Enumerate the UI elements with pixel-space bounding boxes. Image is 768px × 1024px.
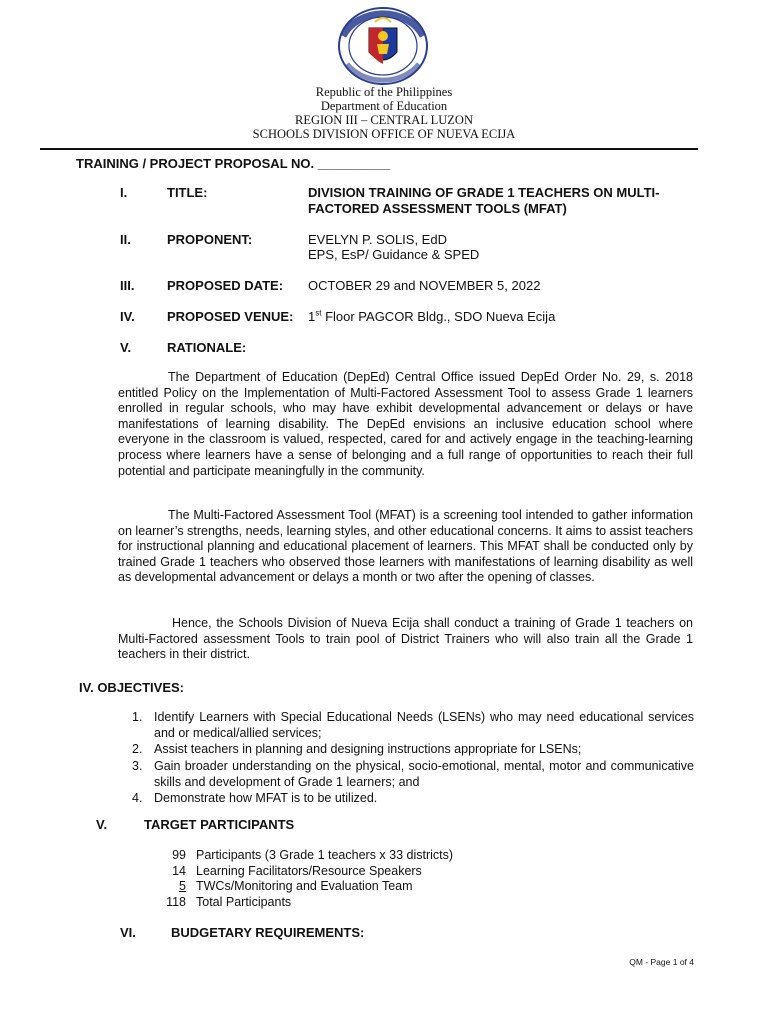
section-date-label: PROPOSED DATE: [167, 278, 284, 293]
header-department: Department of Education [320, 99, 448, 113]
budget-number: VI. [120, 925, 136, 940]
proposed-date: OCTOBER 29 and NOVEMBER 5, 2022 [308, 278, 541, 293]
budget-heading: BUDGETARY REQUIREMENTS: [171, 925, 365, 940]
training-title-line1: DIVISION TRAINING OF GRADE 1 TEACHERS ON MULTI- [308, 185, 660, 200]
participants-number: V. [96, 817, 108, 832]
header-region: REGION III – CENTRAL LUZON [295, 113, 473, 127]
section-title-number: I. [120, 185, 128, 200]
objectives-heading: IV. OBJECTIVES: [79, 680, 184, 695]
list-item: 1. Identify Learners with Special Educational Needs (LSENs) who may need educational services and or medical/allied services; [132, 710, 694, 741]
section-proponent-label: PROPONENT: [167, 232, 253, 247]
section-proponent-number: II. [120, 232, 131, 247]
table-row: 5 TWCs/Monitoring and Evaluation Team [179, 879, 413, 894]
objectives-list [132, 709, 694, 806]
proposed-venue: 1st Floor PAGCOR Bldg., SDO Nueva Ecija [308, 308, 556, 324]
section-rationale-label: RATIONALE: [167, 340, 247, 355]
section-title-label: TITLE: [167, 185, 208, 200]
table-row: 14 Learning Facilitators/Resource Speakers [172, 863, 422, 878]
list-item: 3. Gain broader understanding on the physical, socio-emotional, mental, motor and communicative skills and development of Grade 1 learners; and [132, 758, 694, 789]
rationale-paragraph-2: The Multi-Factored Assessment Tool (MFAT) is a screening tool intended to gather information on learner’s strengths, needs, learning styles, and other educational concerns. It aims to assist teachers for instructional planning and educational placement of learners. This MFAT shall be conducted only by trained Grade 1 teachers who observed those learners with manifestations of learning disability as well as developmental advancement or delays a month or two after the opening of classes. [118, 508, 693, 585]
section-venue-label: PROPOSED VENUE: [167, 309, 294, 324]
page-footer: QM - Page 1 of 4 [629, 957, 694, 967]
header-division-office: SCHOOLS DIVISION OFFICE OF NUEVA ECIJA [252, 127, 516, 141]
proposal-number-title: TRAINING / PROJECT PROPOSAL NO. __________ [76, 156, 391, 171]
header-republic: Republic of the Philippines [315, 85, 453, 99]
table-row: 118 Total Participants [166, 894, 292, 909]
rationale-paragraph-3: Hence, the Schools Division of Nueva Ecija shall conduct a training of Grade 1 teachers on Multi-Factored assessment Tools to train pool of District Trainers who will also train all the Grade 1 teachers in their district. [118, 616, 693, 662]
rationale-paragraph-1: The Department of Education (DepEd) Central Office issued DepEd Order No. 29, s. 2018 entitled Policy on the Implementation of Multi-Factored Assessment Tool to assess Grade 1 learners enrolled in regular schools, who may have exhibit developmental advancement or delays or have manifestations of learning disability. The DepEd envisions an inclusive education school where everyone in the classroom is valued, respected, cared for and actively engage in the teaching-learning process where learners have a sense of belonging and a full range of opportunities to reach their full potential and participate meaningfully in the community. [118, 370, 693, 478]
participants-heading: TARGET PARTICIPANTS [144, 817, 295, 832]
section-date-number: III. [120, 278, 135, 293]
deped-seal [333, 6, 433, 86]
section-venue-number: IV. [120, 309, 135, 324]
proponent-position: EPS, EsP/ Guidance & SPED [308, 247, 480, 262]
table-row: 99 Participants (3 Grade 1 teachers x 33 districts) [172, 848, 454, 862]
list-item: 4. Demonstrate how MFAT is to be utilized. [132, 791, 378, 806]
list-item: 2. Assist teachers in planning and designing instructions appropriate for LSENs; [132, 742, 582, 757]
participants-table [150, 848, 453, 910]
training-title-line2: FACTORED ASSESSMENT TOOLS (MFAT) [308, 201, 567, 216]
header-rule [40, 148, 698, 150]
section-rationale-number: V. [120, 340, 132, 355]
proponent-name: EVELYN P. SOLIS, EdD [308, 232, 447, 247]
